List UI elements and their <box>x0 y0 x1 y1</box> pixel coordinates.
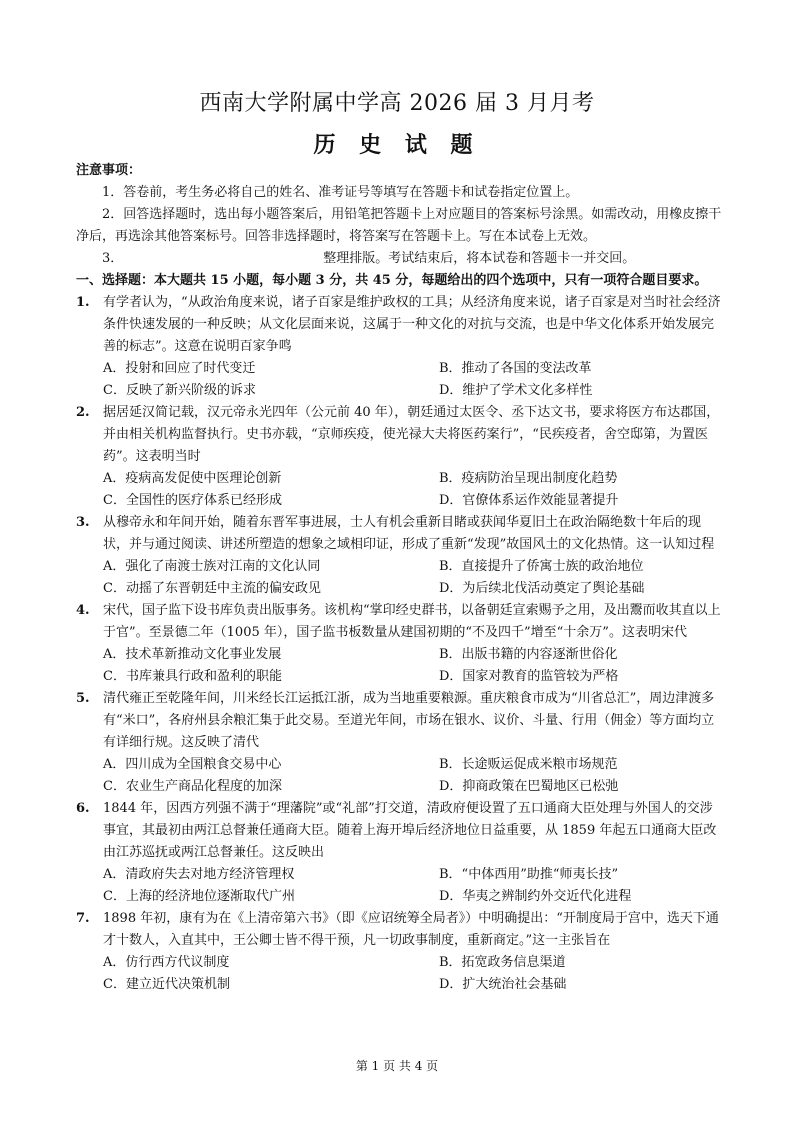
question-2-options <box>103 468 724 512</box>
option-d: D．国家对教育的监管较为严格 <box>439 669 619 684</box>
question-stem: 清代雍正至乾隆年间，川米经长江运抵江浙，成为当地重要粮源。重庆粮食市成为“川省总汇”，周边津渡多有“米口”，各府州县余粮汇集于此交易。至道光年间，市场在银水、议价、斗量、行用（佣金）等方面均立有详细行规。这反映了清代 <box>103 691 715 750</box>
question-6-options <box>103 864 724 908</box>
option-c: C．全国性的医疗体系已经形成 <box>103 493 282 508</box>
question-stem: 1844 年，因西方列强不满于“理藩院”或“礼部”打交道，清政府便设置了五口通商大臣处理与外国人的交涉事宜，其最初由两江总督兼任通商大臣。随着上海开埠后经济地位日益重要，从 1859 年起五口通商大臣改由江苏巡抚或两江总督兼任。这反映出 <box>103 801 717 860</box>
question-6 <box>76 798 724 864</box>
question-number: 2. <box>76 405 90 420</box>
option-b: B．疫病防治呈现出制度化趋势 <box>439 471 618 486</box>
question-number: 7. <box>76 911 90 926</box>
question-stem: 从穆帝永和年间开始，随着东晋军事进展，士人有机会重新目睹或获闻华夏旧土在政治隔绝数十年后的现状，并与通过阅读、讲述所塑造的想象之域相印证，形成了重新“发现”故国风土的文化热情。这一认知过程 <box>103 515 715 552</box>
option-c: C．动摇了东晋朝廷中主流的偏安政见 <box>103 581 321 596</box>
option-d: D．扩大统治社会基础 <box>439 977 567 992</box>
notice-item-3 <box>76 248 724 270</box>
question-5 <box>76 688 724 754</box>
option-a: A．强化了南渡士族对江南的文化认同 <box>103 559 321 574</box>
option-c: C．书库兼具行政和盈利的职能 <box>103 669 282 684</box>
option-c: C．上海的经济地位逐渐取代广州 <box>103 889 295 904</box>
page-subtitle: 历 史 试 题 <box>313 132 481 158</box>
question-7-options <box>103 952 724 996</box>
question-5-options <box>103 754 724 798</box>
question-number: 4. <box>76 603 90 618</box>
option-d: D．官僚体系运作效能显著提升 <box>439 493 619 508</box>
option-d: D．维护了学术文化多样性 <box>439 383 593 398</box>
option-d: D．抑商政策在巴蜀地区已松弛 <box>439 779 619 794</box>
question-3-options <box>103 556 724 600</box>
question-2 <box>76 402 724 468</box>
question-stem: 1898 年初，康有为在《上清帝第六书》（即《应诏统筹全局者》）中明确提出：“开制度局于宫中，选天下通才十数人，入直其中，王公卿士皆不得干预，凡一切政事制度，重新商定。”这一主张旨在 <box>103 911 719 948</box>
option-a: A．投射和回应了时代变迁 <box>103 361 256 376</box>
option-d: D．为后续北伐活动奠定了舆论基础 <box>439 581 645 596</box>
option-b: B．长途贩运促成米粮市场规范 <box>439 757 618 772</box>
option-c: C．农业生产商品化程度的加深 <box>103 779 282 794</box>
question-4-options <box>103 644 724 688</box>
question-stem: 宋代，国子监下设书库负责出版事务。该机构“掌印经史群书，以备朝廷宣索赐予之用，及出鬻而收其直以上于官”。至景德二年（1005 年），国子监书板数量从建国初期的“不及四千”增至“十余万”。这表明宋代 <box>103 603 721 640</box>
question-1-options <box>103 358 724 402</box>
option-a: A．疫病高发促使中医理论创新 <box>103 471 282 486</box>
section-heading: 一、选择题：本大题共 15 小题，每小题 3 分，共 45 分，每题给出的四个选项中，只有一项符合题目要求。 <box>76 273 708 288</box>
question-stem: 据居延汉简记载，汉元帝永光四年（公元前 40 年），朝廷通过太医令、丞下达文书，要求将医方布达郡国，并由相关机构监督执行。史书亦载，“京师疾疫，使光禄大夫将医药案行”，“民疾疫者，舍空邸第，为置医药”。这表明当时 <box>103 405 720 464</box>
option-a: A．技术革新推动文化事业发展 <box>103 647 282 662</box>
question-stem: 有学者认为，“从政治角度来说，诸子百家是维护政权的工具；从经济角度来说，诸子百家是对当时社会经济条件快速发展的一种反映；从文化层面来说，这属于一种文化的对抗与交流，也是中华文化体系开始发展完善的标志”。这意在说明百家争鸣 <box>103 295 721 354</box>
question-number: 5. <box>76 691 90 706</box>
question-7 <box>76 908 724 952</box>
option-c: C．反映了新兴阶级的诉求 <box>103 383 256 398</box>
option-b: B．直接提升了侨寓士族的政治地位 <box>439 559 644 574</box>
question-1 <box>76 292 724 358</box>
option-a: A．仿行西方代议制度 <box>103 955 230 970</box>
option-d: D．华夷之辨制约外交近代化进程 <box>439 889 632 904</box>
notice-item-3-number: 3． <box>102 251 124 266</box>
option-b: B．出版书籍的内容逐渐世俗化 <box>439 647 618 662</box>
question-3 <box>76 512 724 556</box>
question-4 <box>76 600 724 644</box>
notice-item-1: 1．答卷前，考生务必将自己的姓名、准考证号等填写在答题卡和试卷指定位置上。 <box>102 185 579 200</box>
notice-item-3-text: 整理排版。考试结束后，将本试卷和答题卡一并交回。 <box>323 251 636 266</box>
question-number: 3. <box>76 515 90 530</box>
option-a: A．四川成为全国粮食交易中心 <box>103 757 282 772</box>
question-number: 6. <box>76 801 90 816</box>
option-b: B．推动了各国的变法改革 <box>439 361 592 376</box>
option-a: A．清政府失去对地方经济管理权 <box>103 867 295 882</box>
notice-item-2: 2．回答选择题时，选出每小题答案后，用铅笔把答题卡上对应题目的答案标号涂黑。如需改动，用橡皮擦干净后，再选涂其他答案标号。回答非选择题时，将答案写在答题卡上。写在本试卷上无效。 <box>76 207 722 244</box>
option-b: B．“中体西用”助推“师夷长技” <box>439 867 619 882</box>
page-title: 西南大学附属中学高 2026 届 3 月月考 <box>199 91 595 116</box>
page-footer: 第 1 页 共 4 页 <box>355 1059 439 1073</box>
exam-content <box>76 160 724 996</box>
option-c: C．建立近代决策机制 <box>103 977 230 992</box>
notice-heading: 注意事项： <box>76 163 142 178</box>
option-b: B．拓宽政务信息渠道 <box>439 955 566 970</box>
question-number: 1. <box>76 295 90 310</box>
